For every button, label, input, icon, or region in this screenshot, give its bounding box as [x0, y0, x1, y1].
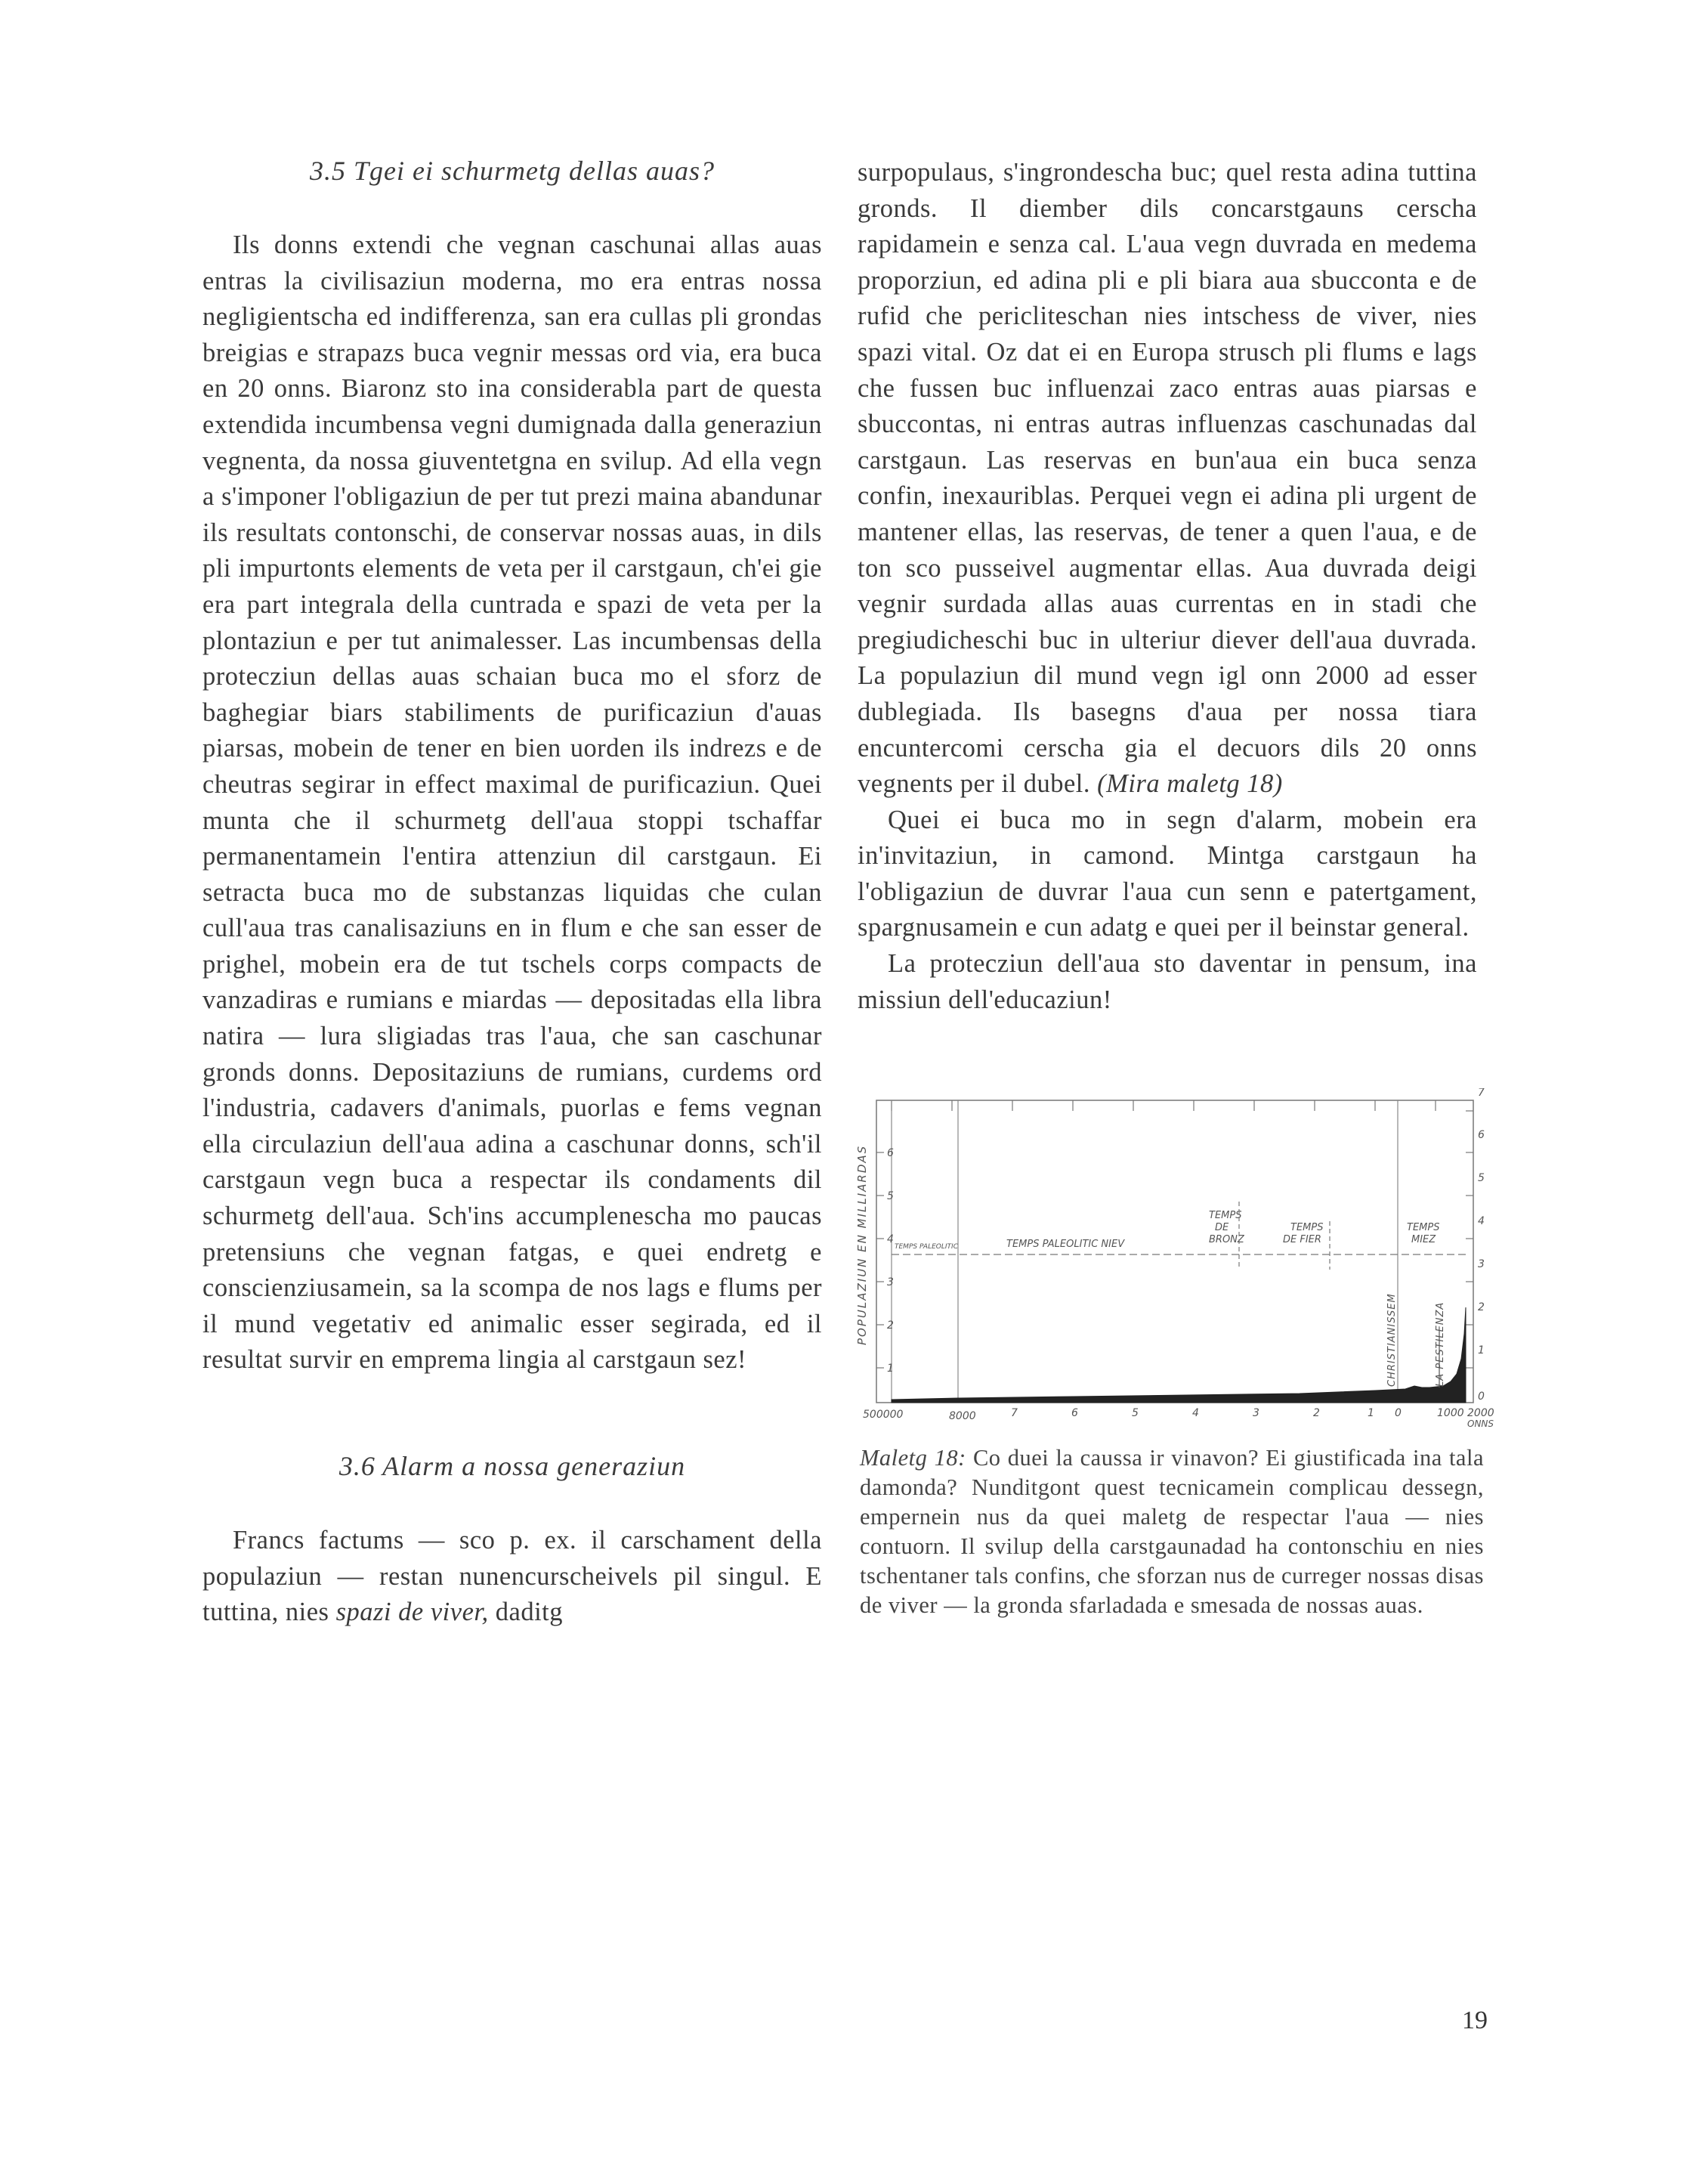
y-tick-label-right: 6: [1478, 1129, 1485, 1141]
y-tick-label-right: 4: [1478, 1215, 1485, 1227]
era-label-iron: TEMPS: [1290, 1222, 1324, 1233]
era-label-medieval: MIEZ: [1411, 1234, 1436, 1245]
era-label-bronze: DE: [1215, 1222, 1229, 1233]
y-tick-label-right: 3: [1478, 1258, 1485, 1270]
era-label-medieval: TEMPS: [1407, 1222, 1440, 1233]
x-tick-label: 7: [1011, 1407, 1018, 1419]
y-tick-label-right: 2: [1478, 1301, 1485, 1313]
era-label-bronze: BRONZ: [1209, 1234, 1244, 1245]
y-tick-label-right: 7: [1478, 1088, 1485, 1099]
x-tick-label: 500000: [863, 1409, 904, 1421]
right-y-ticks: [1466, 1111, 1473, 1368]
body-paragraph: [858, 155, 1477, 803]
page-number: 19: [1462, 2006, 1488, 2034]
period-dividers: [892, 1100, 1398, 1403]
x-tick-label: 3: [1253, 1407, 1259, 1419]
era-label-paleolithic: TEMPS PALEOLITIC: [895, 1243, 958, 1251]
figure-caption: [860, 1443, 1484, 1620]
left-column: [202, 155, 822, 1631]
text-run: daditg: [488, 1598, 563, 1627]
event-label-plague: LA PESTILENZA: [1435, 1301, 1446, 1387]
x-tick-label: 1: [1368, 1407, 1374, 1419]
text-run: surpopulaus, s'ingrondescha buc; quel resta adina tuttina gronds. Il diember dils concarstgauns cerscha rapidamein e senza cal. L'aua vegn duvrada en medema proporziun, ed adina pli e pli biara aua sbucconta e de rufid che pericliteschan nies intschess de viver, nies spazi vital. Oz dat ei en Europa strusch pli flums e lags che fussen buc influenzai zaco entras auas piarsas e sbuccontas, ni entras autras influenzas caschunadas dal carstgaun. Las reservas en bun'aua ein buca senza confin, inexauriblas. Perquei vegn ei adina pli urgent de mantener ellas, las reservas, de tener a quen l'aua, e de ton sco pusseivel augmentar ellas. Aua duvrada deigi vegnir surdada allas auas currentas en in stadi che pregiudicheschi buc in ulteriur diever dell'aua duvrada. La populaziun dil mund vegn igl onn 2000 ad esser dublegiada. Ils basegns d'aua per nossa tiara encuntercomi cerscha gia el decuors dils 20 onns vegnents per il dubel.: [858, 158, 1477, 799]
x-axis-unit: ONNS: [1467, 1418, 1494, 1428]
x-tick-label: 2: [1313, 1407, 1320, 1419]
y-tick-label: 1: [887, 1363, 894, 1375]
x-tick-label: 0: [1395, 1407, 1402, 1419]
figure-reference: (Mira maletg 18): [1097, 769, 1283, 799]
section-heading-3-5: 3.5 Tgei ei schurmetg dellas auas?: [310, 156, 715, 186]
y-tick-label-right: 1: [1478, 1344, 1485, 1356]
body-paragraph: Ils donns extendi che vegnan caschunai allas auas entras la civilisaziun moderna, mo era entras nossa negligientscha ed indifferenza, san era cullas pli grondas breigias e strapazs buca vegnir messas ord via, era buca en 20 onns. Biaronz sto ina considerabla part de questa extendida incumbensa vegni dumignada dalla generaziun vegnenta, da nossa giuventetgna en svilup. Ad ella vegn a s'imponer l'obligaziun de per tut prezi maina abandunar ils resultats contonschi, de conservar nossas auas, in dils pli impurtonts elements de veta per il carstgaun, ch'ei gie era part integrala della cuntrada e spazi de veta per la plontaziun e per tut animalesser. Las incumbensas della protecziun dellas auas schaian buca mo el sforz de baghegiar biars stabiliments de purificaziun d'auas piarsas, mobein de tener en bien uorden ils indrezs e de cheutras segirar in effect maximal de purificaziun. Quei munta che il schurmetg dell'aua stoppi tschaffar permanentamein l'entira attenziun dil carstgaun. Ei setracta buca mo de substanzas liquidas che culan cull'aua tras canalisaziuns en in flum e che san esser de prighel, mobein era de tut tschels corps compacts de vanzadiras e rumians e miardas — depositadas ella libra natira — lura sligiadas tras l'aua, che san caschunar gronds donns. Depositaziuns de rumians, curdems ord l'industria, cadavers d'animals, puorlas e fems vegnan ella circulaziun dell'aua adina a caschunar donns, sch'il carstgaun vegn buca a respectar ils condaments dil schurmetg dell'aua. Sch'ins accumplenescha mo paucas pretensiuns che vegnan fatgas, e quei endretg e conscienziusamein, sa la scompa de nos lags e flums per il mund vegetativ ed animalic esser segirada, ed il resultat survir en emprema lingia al carstgaun sez!: [202, 230, 822, 1375]
era-label-neolithic: TEMPS PALEOLITIC NIEV: [1006, 1239, 1125, 1250]
y-tick-label: 2: [887, 1319, 894, 1332]
population-curve: [892, 1307, 1466, 1403]
right-column: [858, 155, 1477, 1018]
emphasis-text: spazi de viver,: [335, 1598, 489, 1627]
caption-label: Maletg 18:: [860, 1445, 966, 1471]
x-tick-label: 8000: [949, 1410, 976, 1422]
y-tick-label: 6: [887, 1147, 894, 1159]
section-heading-3-6: 3.6 Alarm a nossa generaziun: [338, 1451, 686, 1481]
event-label-christianity: CHRISTIANISSEM: [1386, 1293, 1398, 1387]
body-paragraph: Quei ei buca mo in segn d'alarm, mobein era in'invitaziun, in camond. Mintga carstgaun ha l'obligaziun de duvrar l'aua cun senn e patertgament, spargnusamein e cun adatg e quei per il beinstar general.: [858, 805, 1477, 942]
top-ticks: [892, 1100, 1436, 1111]
left-y-ticks: [876, 1152, 884, 1368]
x-tick-label: 4: [1192, 1407, 1199, 1419]
population-chart: [846, 1088, 1496, 1428]
chart-frame: [876, 1100, 1473, 1403]
y-tick-label-right: 5: [1478, 1172, 1485, 1184]
x-tick-label: 6: [1071, 1407, 1078, 1419]
y-tick-label: 3: [887, 1276, 894, 1288]
y-tick-label: 5: [887, 1190, 894, 1202]
era-label-bronze: TEMPS: [1209, 1210, 1242, 1221]
caption-text: Co duei la caussa ir vinavon? Ei giustificada ina tala damonda? Nunditgont quest tecnicamein complicau dessegn, empernein nus da quei maletg de respectar l'aua — nies contuorn. Il svilup della carstgaunadad ha contonschiu en nies tschentaner tals confins, che sforzan nus de curreger nossas disas de viver — la gronda sfarladada e smesada de nossas auas.: [860, 1445, 1484, 1618]
x-tick-label: 5: [1132, 1407, 1139, 1419]
y-tick-label: 4: [887, 1233, 894, 1245]
era-label-iron: DE FIER: [1283, 1234, 1321, 1245]
body-paragraph: [202, 1523, 822, 1631]
y-tick-label-right: 0: [1478, 1391, 1485, 1403]
x-tick-label: 2000: [1467, 1407, 1494, 1419]
text-run: Francs factums — sco p. ex. il carschament della populaziun — restan nunencurscheivels pil singul. E tuttina, nies: [202, 1526, 822, 1627]
x-tick-label: 1000: [1437, 1407, 1464, 1419]
y-axis-label: POPULAZIUN EN MILLIARDAS: [855, 1144, 869, 1345]
body-paragraph: La protecziun dell'aua sto daventar in pensum, ina missiun dell'educaziun!: [858, 949, 1477, 1014]
